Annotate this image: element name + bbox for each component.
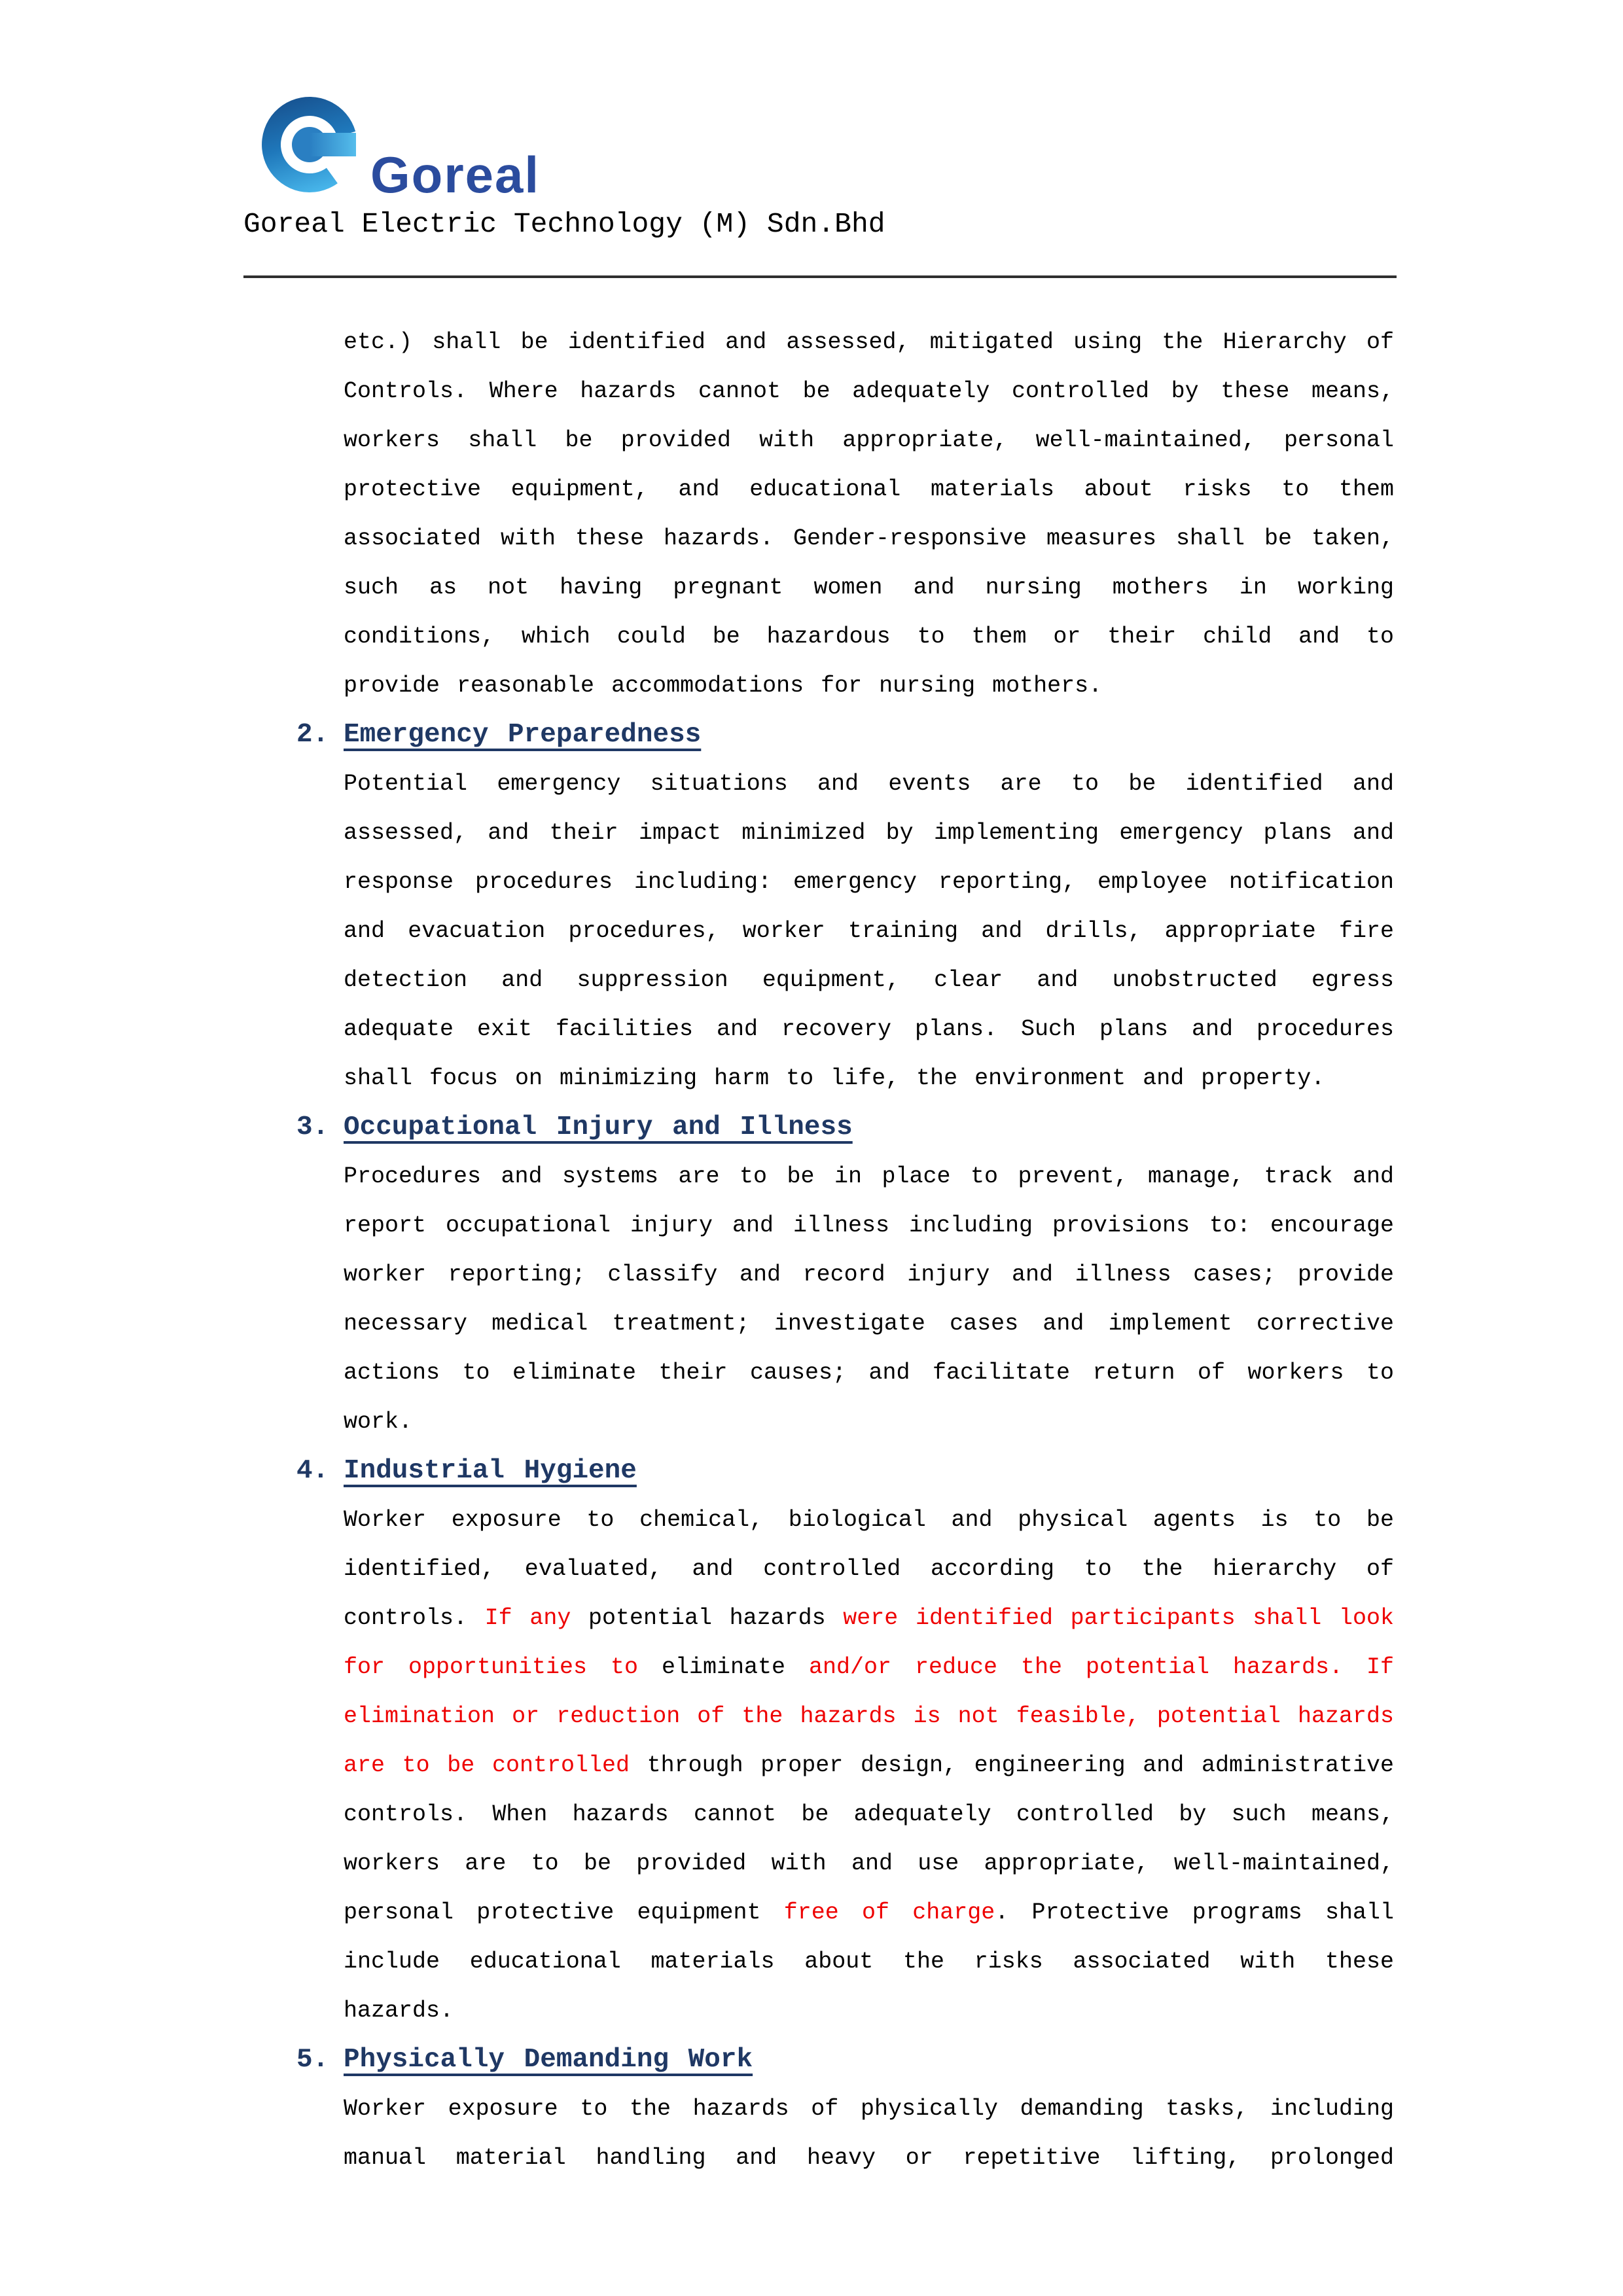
text-run: Worker exposure to chemical, biological and physical agents is to be identified, evaluated, and controlled according to the hierarchy of controls. bbox=[344, 1507, 1394, 1631]
text-run: and/or reduce the potential hazards. If elimination or reduction of the hazards is not feasible, potential hazards are to be controlled bbox=[344, 1654, 1394, 1778]
text-run: potential hazards bbox=[571, 1605, 844, 1631]
section-number: 3. bbox=[296, 1112, 329, 1142]
section-heading bbox=[296, 1447, 1394, 1496]
section-number: 4. bbox=[296, 1456, 329, 1486]
section-paragraph bbox=[344, 2085, 1394, 2183]
text-run: Worker exposure to the hazards of physically demanding tasks, including manual material handling and heavy or repetitive lifting, prolonged bbox=[344, 2096, 1394, 2171]
text-run: Potential emergency situations and events are to be identified and assessed, and their impact minimized by implementing emergency plans and response procedures including: emergency reporting, employee notification and evacuation procedures, worker training and drills, appropriate fire detection and suppression equipment, clear and unobstructed egress adequate exit facilities and recovery plans. Such plans and procedures shall focus on minimizing harm to life, the environment and property. bbox=[344, 771, 1394, 1091]
text-run: Procedures and systems are to be in place to prevent, manage, track and report occupational injury and illness including provisions to: encourage worker reporting; classify and record injury and illness cases; provide necessary medical treatment; investigate cases and implement corrective actions to eliminate their causes; and facilitate return of workers to work. bbox=[344, 1163, 1394, 1435]
section-title: Physically Demanding Work bbox=[344, 2045, 753, 2075]
text-run: were identified participants shall look for opportunities to bbox=[344, 1605, 1394, 1680]
section-paragraph bbox=[344, 1152, 1394, 1447]
text-run: etc.) shall be identified and assessed, mitigated using the Hierarchy of Controls. Where hazards cannot be adequately controlled by these means, workers shall be provided with appropriate, well-maintained, personal protective equipment, and educational materials about risks to them associated with these hazards. Gender-responsive measures shall be taken, such as not having pregnant women and nursing mothers in working conditions, which could be hazardous to them or their child and to provide reasonable accommodations for nursing mothers. bbox=[344, 329, 1394, 699]
header-divider bbox=[243, 275, 1397, 278]
goreal-logo-icon bbox=[260, 96, 359, 194]
section-emergency-preparedness bbox=[296, 711, 1394, 1103]
section-heading bbox=[296, 711, 1394, 760]
document-body bbox=[296, 318, 1394, 2183]
section-industrial-hygiene bbox=[296, 1447, 1394, 2036]
section-number: 2. bbox=[296, 720, 329, 750]
text-run: . Protective programs shall include educational materials about the risks associated with these hazards. bbox=[344, 1899, 1394, 2024]
brand-wordmark: Goreal bbox=[370, 146, 541, 203]
section-occupational-injury-and-illness bbox=[296, 1103, 1394, 1447]
text-run: through proper design, engineering and administrative controls. When hazards cannot be adequately controlled by such means, workers are to be provided with and use appropriate, well-maintained, personal protective equipment bbox=[344, 1752, 1394, 1926]
section-number: 5. bbox=[296, 2045, 329, 2075]
section-title: Occupational Injury and Illness bbox=[344, 1112, 853, 1142]
intro-continuation-paragraph bbox=[344, 318, 1394, 711]
section-heading bbox=[296, 2036, 1394, 2085]
section-title: Industrial Hygiene bbox=[344, 1456, 637, 1486]
section-title: Emergency Preparedness bbox=[344, 720, 702, 750]
company-name: Goreal Electric Technology (M) Sdn.Bhd bbox=[243, 208, 885, 240]
text-run: free of charge bbox=[783, 1899, 995, 1926]
section-physically-demanding-work bbox=[296, 2036, 1394, 2183]
text-run: If any bbox=[484, 1605, 571, 1631]
section-paragraph bbox=[344, 760, 1394, 1103]
text-run: eliminate bbox=[638, 1654, 809, 1680]
section-heading bbox=[296, 1103, 1394, 1152]
section-paragraph bbox=[344, 1496, 1394, 2036]
